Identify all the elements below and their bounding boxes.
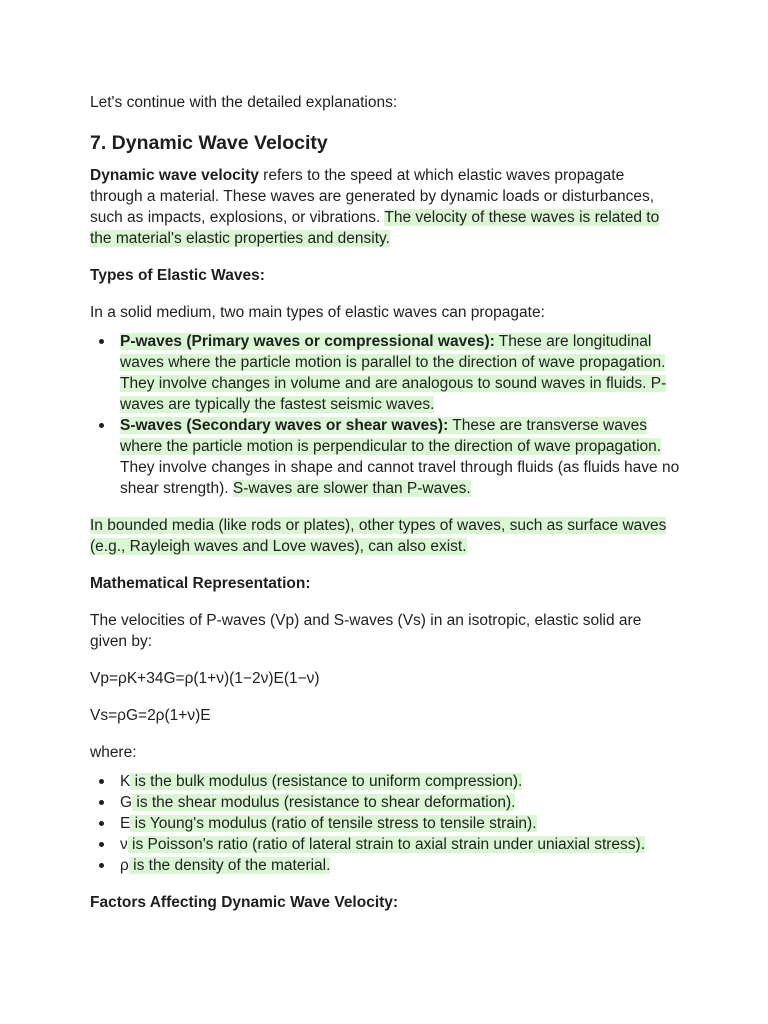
intro-text: Let's continue with the detailed explanations: — [90, 94, 398, 111]
definition-paragraph — [90, 165, 680, 249]
variable-desc: is Poisson's ratio (ratio of lateral strain to axial strain under uniaxial stress). — [127, 836, 646, 853]
definition-term: Dynamic wave velocity — [90, 167, 259, 184]
definition-highlight: The velocity of these waves is related to the material's elastic properties and density. — [90, 209, 660, 247]
math-heading: Mathematical Representation: — [90, 575, 311, 592]
definition-text: refers to the speed at which elastic waves propagate through a material. These waves are generated by dynamic loads or disturbances, such as impacts, explosions, or vibrations. — [90, 167, 655, 226]
variable-symbol: K — [120, 773, 131, 790]
wave-type-highlight-2: S-waves are slower than P-waves. — [232, 480, 471, 497]
section-title: 7. Dynamic Wave Velocity — [90, 132, 328, 154]
wave-type-text: They involve changes in shape and cannot travel through fluids (as fluids have no shear strength). — [120, 459, 680, 497]
where-label: where: — [90, 744, 137, 761]
bounded-media-paragraph — [90, 515, 680, 557]
variable-desc: is Young's modulus (ratio of tensile stress to tensile strain). — [130, 815, 537, 832]
variable-symbol: ρ — [120, 857, 129, 874]
list-item — [90, 415, 680, 499]
types-heading: Types of Elastic Waves: — [90, 267, 265, 284]
variable-symbol: ν — [120, 836, 128, 853]
formula-vs: Vs=ρG=2ρ(1+ν)E — [90, 707, 211, 724]
types-intro: In a solid medium, two main types of elastic waves can propagate: — [90, 304, 545, 321]
wave-type-term: P-waves (Primary waves or compressional waves): — [120, 333, 495, 350]
variable-desc: is the bulk modulus (resistance to uniform compression). — [130, 773, 523, 790]
formula-vp: Vp=ρK+34G=ρ(1+ν)(1−2ν)E(1−ν) — [90, 670, 320, 687]
wave-type-term-highlight — [120, 417, 661, 455]
variables-list — [90, 771, 680, 876]
wave-types-list — [90, 331, 680, 499]
wave-type-highlight: These are longitudinal waves where the particle motion is parallel to the direction of wave propagation. They involve changes in volume and are analogous to sound waves in fluids. P-waves are typically the fastest seismic waves. — [120, 333, 667, 413]
list-item — [90, 771, 680, 792]
list-item — [90, 792, 680, 813]
variable-symbol: G — [120, 794, 133, 811]
math-intro: The velocities of P-waves (Vp) and S-waves (Vs) in an isotropic, elastic solid are given by: — [90, 612, 642, 650]
wave-type-term: S-waves (Secondary waves or shear waves): — [120, 417, 449, 434]
variable-symbol: E — [120, 815, 131, 832]
wave-type-term-highlight — [120, 333, 666, 413]
list-item — [90, 855, 680, 876]
list-item — [90, 813, 680, 834]
bounded-media-highlight: In bounded media (like rods or plates), other types of waves, such as surface waves (e.g., Rayleigh waves and Love waves), can also exist. — [90, 517, 667, 555]
wave-type-highlight: These are transverse waves where the particle motion is perpendicular to the direction of wave propagation. — [120, 417, 662, 455]
list-item — [90, 331, 680, 415]
variable-desc: is the shear modulus (resistance to shear deformation). — [132, 794, 516, 811]
list-item — [90, 834, 680, 855]
variable-desc: is the density of the material. — [128, 857, 331, 874]
factors-heading: Factors Affecting Dynamic Wave Velocity: — [90, 894, 399, 911]
